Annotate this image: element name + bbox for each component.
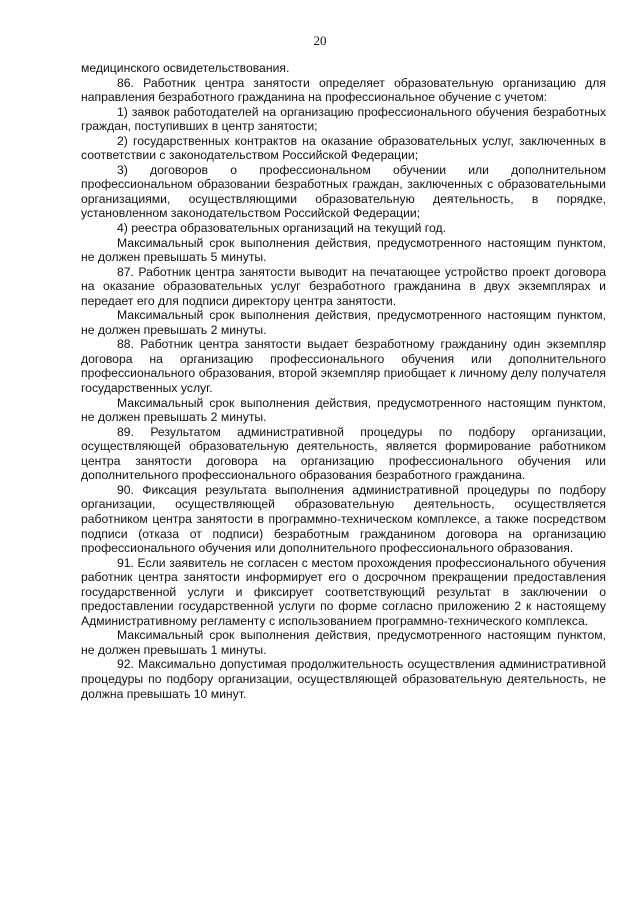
document-body: [81, 61, 606, 701]
list-item-86-3: 3) договоров о профессиональном обучении или дополнительном профессиональном образовании безработных граждан, заключенных с образовательными организациями, осуществляющими образовательную деятельность, в порядке, установленном законодательством Российской Федерации;: [81, 162, 606, 221]
paragraph-92: 92. Максимально допустимая продолжительность осуществления административной процедуры по подбору организации, осуществляющей образовательную деятельность, не должна превышать 10 минут.: [81, 657, 606, 701]
paragraph-86: 86. Работник центра занятости определяет образовательную организацию для направления безработного гражданина на профессиональное обучение с учетом:: [81, 75, 606, 105]
paragraph-91: 91. Если заявитель не согласен с местом прохождения профессионального обучения работник центра занятости информирует его о досрочном прекращении предоставления государственной услуги и фиксирует соответствующий результат в заключении о предоставлении государственной услуги по форме согласно приложению 2 к настоящему Административному регламенту с использованием программно-технического комплекса.: [81, 555, 606, 628]
paragraph-88-time-limit: Максимальный срок выполнения действия, предусмотренного настоящим пунктом, не должен превышать 2 минуты.: [81, 395, 606, 425]
paragraph-continuation: медицинского освидетельствования.: [81, 61, 290, 75]
paragraph-90: 90. Фиксация результата выполнения административной процедуры по подбору организации, осуществляющей образовательную деятельность, осуществляется работником центра занятости в программно-техническом комплексе, а также посредством подписи (отказа от подписи) безработным гражданином договора на организацию профессионального обучения или дополнительного профессионального образования.: [81, 482, 606, 556]
paragraph-86-time-limit: Максимальный срок выполнения действия, предусмотренного настоящим пунктом, не должен превышать 5 минуты.: [81, 235, 606, 265]
page-number: 20: [313, 33, 327, 48]
paragraph-89: 89. Результатом административной процедуры по подбору организации, осуществляющей образовательную деятельность, является формирование работником центра занятости договора на организацию профессионального обучения или дополнительного профессионального образования безработного гражданина.: [81, 424, 606, 483]
paragraph-88: 88. Работник центра занятости выдает безработному гражданину один экземпляр договора на организацию профессионального обучения или дополнительного профессионального образования, второй экземпляр приобщает к личному делу получателя государственных услуг.: [81, 337, 606, 396]
paragraph-87-time-limit: Максимальный срок выполнения действия, предусмотренного настоящим пунктом, не должен превышать 2 минуты.: [81, 308, 606, 337]
list-item-86-1: 1) заявок работодателей на организацию профессионального обучения безработных граждан, поступивших в центр занятости;: [81, 104, 606, 134]
paragraph-87: 87. Работник центра занятости выводит на печатающее устройство проект договора на оказание образовательных услуг безработного гражданина в двух экземплярах и передает его для подписи директору центра занятости.: [81, 264, 606, 308]
paragraph-91-time-limit: Максимальный срок выполнения действия, предусмотренного настоящим пунктом, не должен превышать 1 минуты.: [81, 628, 606, 657]
list-item-86-4: 4) реестра образовательных организаций на текущий год.: [117, 221, 446, 236]
list-item-86-2: 2) государственных контрактов на оказание образовательных услуг, заключенных в соответствии с законодательством Российской Федерации;: [81, 133, 606, 163]
